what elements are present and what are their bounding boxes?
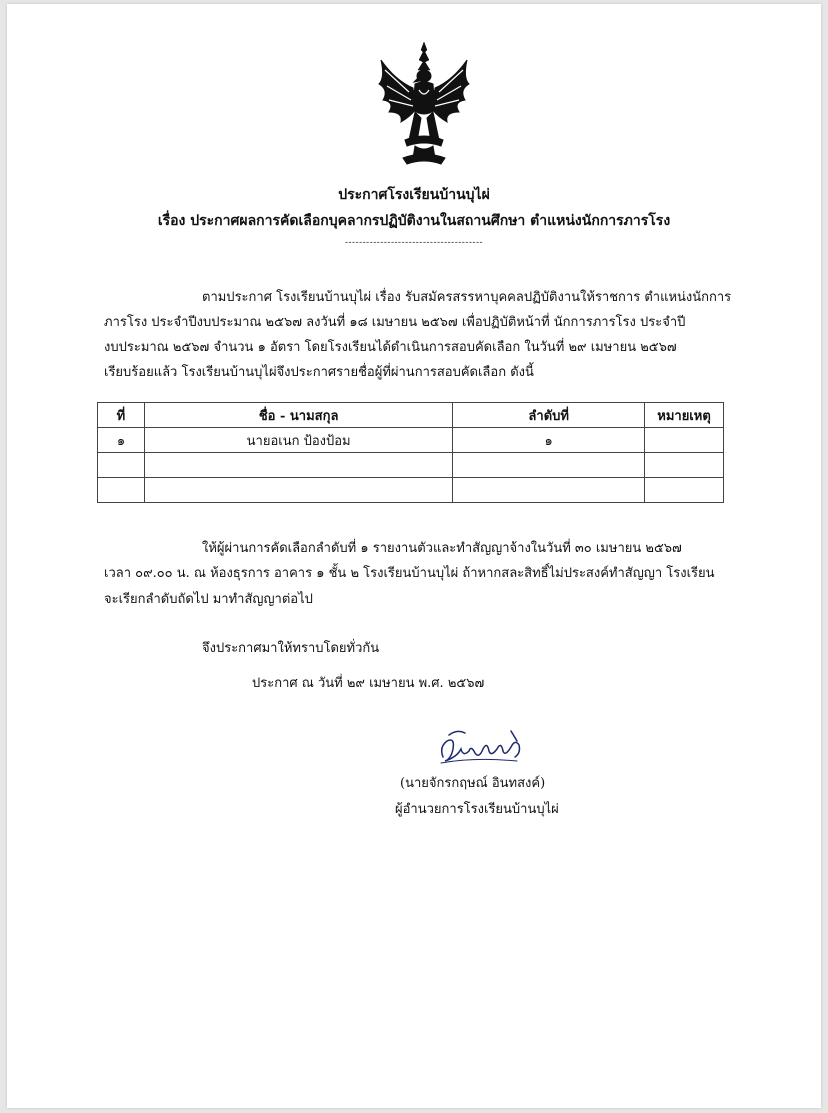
- table-header-row: [98, 403, 724, 428]
- paragraph-line: เรียบร้อยแล้ว โรงเรียนบ้านบุไผ่จึงประกาศรายชื่อผู้ที่ผ่านการสอบคัดเลือก ดังนี้: [104, 365, 534, 380]
- results-table: [97, 402, 724, 503]
- paragraph-line: เวลา ๐๙.๐๐ น. ณ ห้องธุรการ อาคาร ๑ ชั้น ๒ โรงเรียนบ้านบุไผ่ ถ้าหากสละสิทธิ์ไม่ประสงค์ทำสัญญา โรงเรียน: [104, 566, 715, 581]
- header-remark: หมายเหตุ: [645, 403, 724, 428]
- signer-position: ผู้อำนวยการโรงเรียนบ้านบุไผ่: [395, 802, 559, 817]
- cell-remark: [645, 478, 724, 503]
- cell-number: ๑: [98, 428, 145, 453]
- garuda-emblem-icon: [375, 40, 473, 174]
- table-row: [98, 453, 724, 478]
- cell-name: [144, 478, 452, 503]
- cell-rank: ๑: [453, 428, 645, 453]
- cell-remark: [645, 428, 724, 453]
- header-number: ที่: [98, 403, 145, 428]
- document-page: [7, 4, 821, 1108]
- cell-remark: [645, 453, 724, 478]
- header-rank: ลำดับที่: [453, 403, 645, 428]
- announcement-date: ประกาศ ณ วันที่ ๒๙ เมษายน พ.ศ. ๒๕๖๗: [252, 676, 485, 691]
- cell-number: [98, 478, 145, 503]
- paragraph-line: ภารโรง ประจำปีงบประมาณ ๒๕๖๗ ลงวันที่ ๑๘ เมษายน ๒๕๖๗ เพื่อปฏิบัติหน้าที่ นักการภารโรง ประจำปี: [104, 315, 686, 330]
- announcement-line: จึงประกาศมาให้ทราบโดยทั่วกัน: [202, 641, 380, 656]
- paragraph-line: จะเรียกลำดับถัดไป มาทำสัญญาต่อไป: [104, 592, 313, 607]
- document-subject: เรื่อง ประกาศผลการคัดเลือกบุคลากรปฏิบัติงานในสถานศึกษา ตำแหน่งนักการภารโรง: [157, 213, 671, 229]
- table-row: [98, 478, 724, 503]
- document-title: ประกาศโรงเรียนบ้านบุไผ่: [338, 187, 490, 203]
- table-row: [98, 428, 724, 453]
- signature-image: [435, 727, 527, 769]
- cell-number: [98, 453, 145, 478]
- signer-name: (นายจักรกฤษณ์ อินทสงค์): [400, 776, 546, 791]
- cell-rank: [453, 453, 645, 478]
- cell-name: นายอเนก ป้องป้อม: [144, 428, 452, 453]
- cell-rank: [453, 478, 645, 503]
- paragraph-line: ให้ผู้ผ่านการคัดเลือกลำดับที่ ๑ รายงานตัวและทำสัญญาจ้างในวันที่ ๓๐ เมษายน ๒๕๖๗: [202, 541, 682, 556]
- paragraph-line: งบประมาณ ๒๕๖๗ จำนวน ๑ อัตรา โดยโรงเรียนได้ดำเนินการสอบคัดเลือก ในวันที่ ๒๙ เมษายน ๒๕๖๗: [104, 340, 677, 355]
- cell-name: [144, 453, 452, 478]
- title-divider: ---------------------------------------: [344, 238, 484, 248]
- paragraph-line: ตามประกาศ โรงเรียนบ้านบุไผ่ เรื่อง รับสมัครสรรหาบุคคลปฏิบัติงานให้ราชการ ตำแหน่งนักการ: [202, 290, 732, 305]
- header-name: ชื่อ - นามสกุล: [144, 403, 452, 428]
